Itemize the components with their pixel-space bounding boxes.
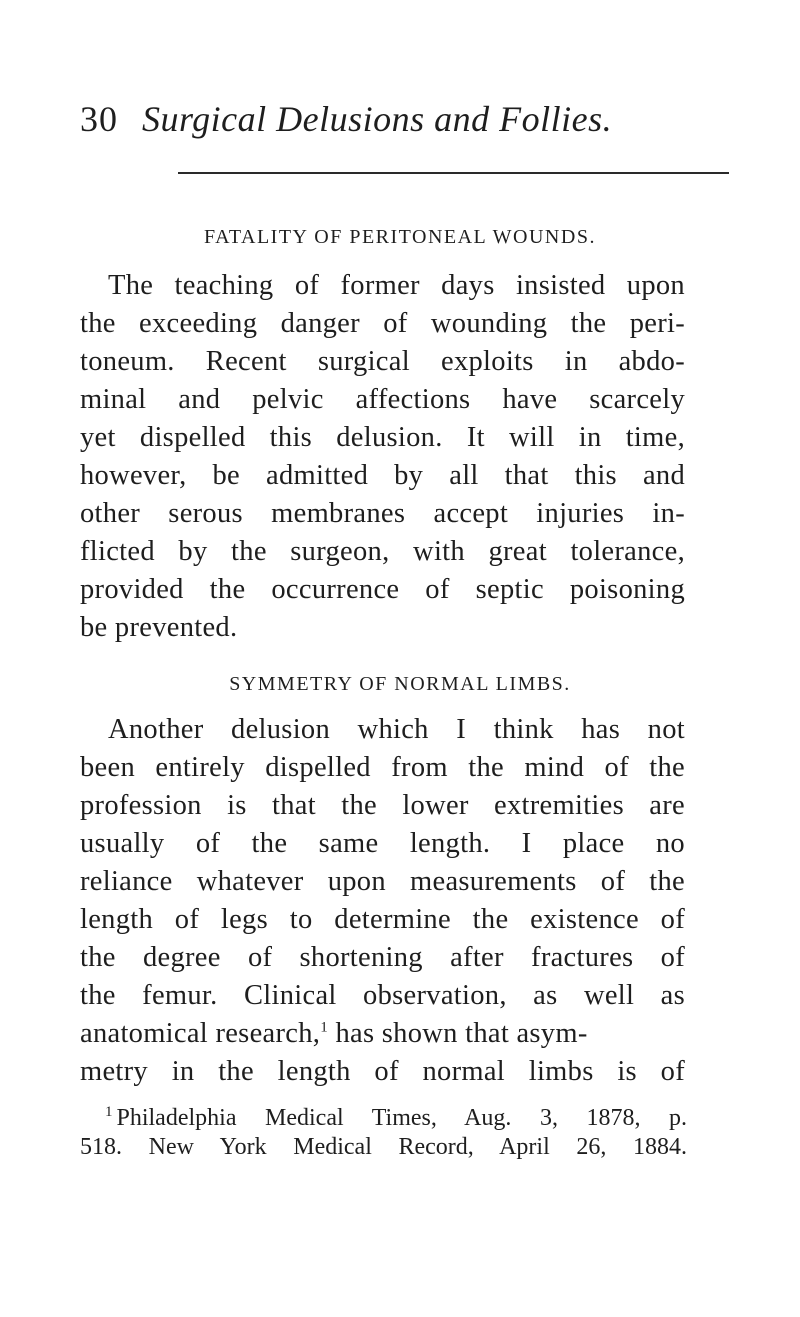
section-heading-peritoneal: FATALITY OF PERITONEAL WOUNDS.	[204, 226, 596, 248]
text-line: Another delusion which I think has not	[108, 714, 685, 745]
text-line: be prevented.	[80, 612, 238, 643]
footnote-line	[105, 1104, 687, 1132]
text-line: metry in the length of normal limbs is of	[80, 1056, 685, 1087]
text-segment: anatomical research,	[80, 1018, 321, 1049]
text-line: profession is that the lower extremities are	[80, 790, 685, 821]
section-heading-symmetry: SYMMETRY OF NORMAL LIMBS.	[229, 673, 571, 695]
text-line: other serous membranes accept injuries in-	[80, 498, 685, 529]
footnote-text: Philadelphia Medical Times, Aug. 3, 1878, p.	[116, 1105, 687, 1131]
text-line: minal and pelvic affections have scarcely	[80, 384, 685, 415]
footnote-reference[interactable]: 1	[320, 1019, 329, 1036]
text-line: toneum. Recent surgical exploits in abdo-	[80, 346, 685, 377]
text-line: usually of the same length. I place no	[80, 828, 685, 859]
text-line: however, be admitted by all that this and	[80, 460, 685, 491]
text-line-with-footnote-ref	[80, 1018, 685, 1050]
footnote-line: 518. New York Medical Record, April 26, 1884.	[80, 1134, 687, 1160]
page-header	[80, 98, 740, 158]
text-line: the femur. Clinical observation, as well as	[80, 980, 685, 1011]
text-line: the exceeding danger of wounding the peri-	[80, 308, 685, 339]
text-segment: has shown that asym-	[328, 1018, 588, 1049]
text-line: The teaching of former days insisted upon	[108, 270, 685, 301]
running-title: Surgical Delusions and Follies.	[142, 99, 613, 139]
header-rule	[178, 172, 729, 174]
text-line: length of legs to determine the existence of	[80, 904, 685, 935]
text-line: flicted by the surgeon, with great tolerance,	[80, 536, 685, 567]
footnote-marker: 1	[105, 1104, 113, 1120]
text-line: provided the occurrence of septic poisoning	[80, 574, 685, 605]
text-line: been entirely dispelled from the mind of the	[80, 752, 685, 783]
text-line: reliance whatever upon measurements of the	[80, 866, 685, 897]
page-number: 30	[80, 99, 118, 139]
text-line: the degree of shortening after fractures of	[80, 942, 685, 973]
text-line: yet dispelled this delusion. It will in time,	[80, 422, 685, 453]
